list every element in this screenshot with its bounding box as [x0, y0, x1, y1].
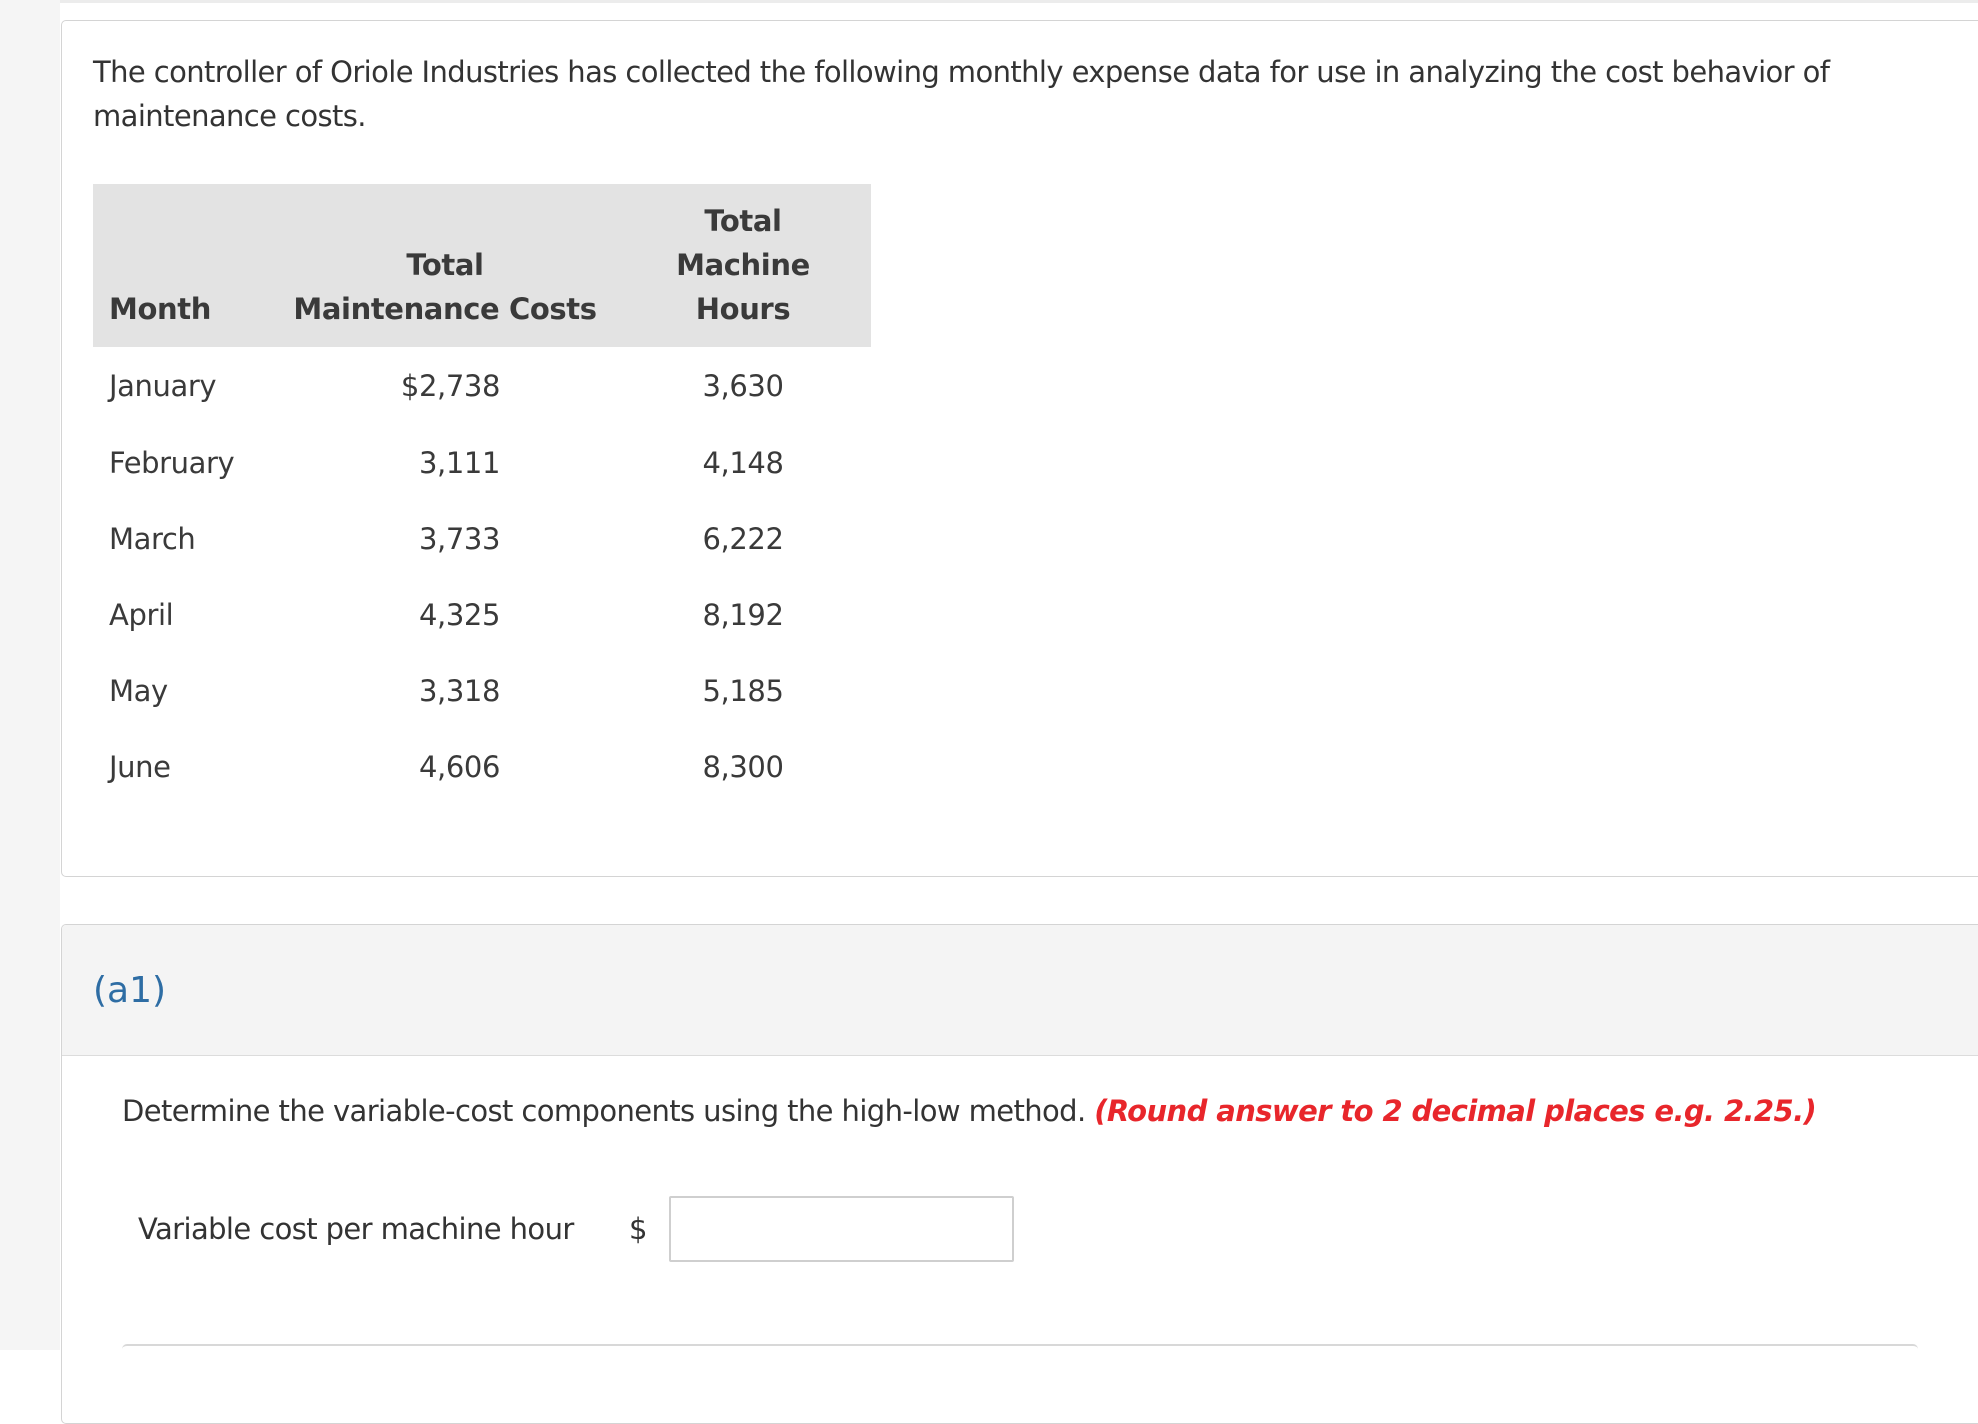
- header-hours-line1: Total: [704, 204, 782, 238]
- table-row: [93, 501, 871, 577]
- header-month: Month: [93, 184, 275, 347]
- answer-label: Variable cost per machine hour: [138, 1212, 574, 1246]
- top-divider: [60, 0, 1978, 3]
- cell-machine-hours: 6,222: [702, 522, 784, 556]
- cell-machine-hours: 5,185: [702, 674, 784, 708]
- cell-month: January: [109, 369, 217, 403]
- header-total-machine-hours: [615, 184, 871, 347]
- cell-machine-hours: 8,300: [702, 750, 784, 784]
- cell-month: June: [109, 750, 171, 784]
- table-row: [93, 653, 871, 729]
- cell-month: May: [109, 674, 168, 708]
- instruction-text: Determine the variable-cost components using the high-low method.: [122, 1094, 1086, 1128]
- table-row: [93, 729, 871, 805]
- cell-maintenance-costs: 4,325: [418, 598, 500, 632]
- next-section-edge: [122, 1344, 1918, 1356]
- left-gutter: [0, 0, 60, 1350]
- cell-maintenance-costs: 3,318: [418, 674, 500, 708]
- table-header-row: [93, 184, 871, 347]
- cell-machine-hours: 8,192: [702, 598, 784, 632]
- part-label: (a1): [93, 970, 167, 1011]
- part-header: [62, 925, 1978, 1056]
- header-costs-line2: Maintenance Costs: [293, 292, 597, 326]
- table-row: [93, 347, 871, 425]
- cell-maintenance-costs: 3,111: [418, 446, 500, 480]
- header-hours-line2: Machine: [676, 248, 810, 282]
- expense-data-table: [93, 184, 871, 805]
- cell-maintenance-costs: 4,606: [418, 750, 500, 784]
- cell-maintenance-costs: 3,733: [418, 522, 500, 556]
- cell-month: March: [109, 522, 196, 556]
- currency-symbol: $: [629, 1212, 648, 1246]
- header-total-maintenance-costs: [275, 184, 615, 347]
- cell-machine-hours: 3,630: [702, 369, 784, 403]
- table-row: [93, 425, 871, 501]
- rounding-note: (Round answer to 2 decimal places e.g. 2.25.): [1094, 1094, 1817, 1128]
- cell-machine-hours: 4,148: [702, 446, 784, 480]
- cell-maintenance-costs: $2,738: [400, 369, 500, 403]
- part-instruction: [122, 1089, 1816, 1133]
- cell-month: February: [109, 446, 235, 480]
- question-intro-text: The controller of Oriole Industries has collected the following monthly expense data for use in analyzing the cost behavior of maintenance costs.: [93, 55, 1830, 133]
- header-hours-line3: Hours: [695, 292, 791, 326]
- header-costs-line1: Total: [406, 248, 484, 282]
- table-row: [93, 577, 871, 653]
- variable-cost-input[interactable]: [669, 1196, 1014, 1262]
- cell-month: April: [109, 598, 174, 632]
